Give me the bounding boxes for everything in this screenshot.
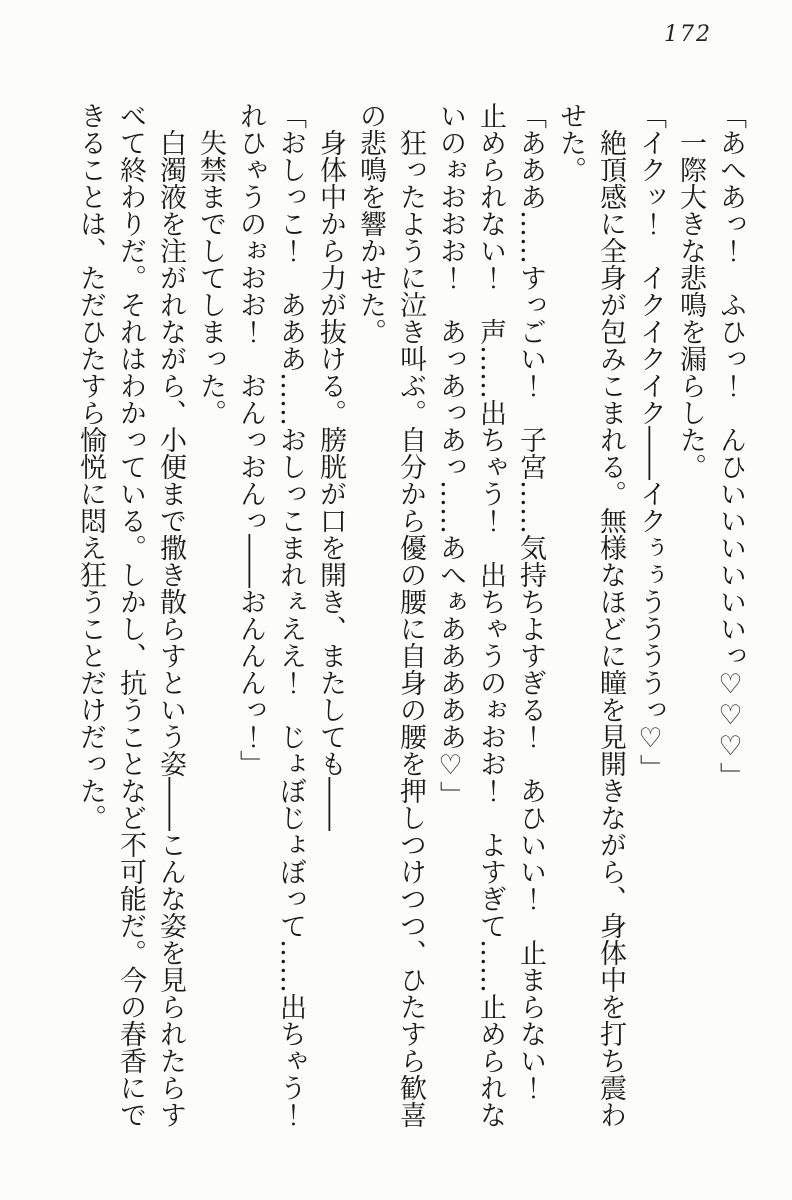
text-line: 「あへあっ！ ふひっ！ んひいいいいいいっ♡♡♡」 <box>715 102 746 789</box>
text-line: 失禁までしてしまった。 <box>195 129 226 426</box>
text-line: 「イクッ！ イクイクイク――イクぅぅううううっ♡」 <box>635 102 666 781</box>
text-line: きることは、ただひたすら愉悦に悶え狂うことだけだった。 <box>75 102 106 831</box>
text-line: 「おしっこ！ あああ……おしっこまれぇええ！ じょぼじょぼって……出ちゃう！ <box>275 102 306 1128</box>
text-line: 白濁液を注がれながら、小便まで撒き散らすという姿――こんな姿を見られたらす <box>155 129 186 1128</box>
text-line: 「あああ……すっごい！ 子宮……気持ちよすぎる！ あひいい！ 止まらない！ <box>515 102 546 1101</box>
text-line: 止められない！ 声……出ちゃう！ 出ちゃうのぉおお！ よすぎて……止められな <box>475 102 506 1128</box>
text-line: 狂ったように泣き叫ぶ。自分から優の腰に自身の腰を押しつけつつ、ひたすら歓喜 <box>395 129 426 1128</box>
text-line: 一際大きな悲鳴を漏らした。 <box>675 129 706 480</box>
text-line: 絶頂感に全身が包みこまれる。無様なほどに瞳を見開きながら、身体中を打ち震わ <box>595 129 626 1128</box>
vertical-text-block <box>70 102 750 1156</box>
text-line: べて終わりだ。それはわかっている。しかし、抗うことなど不可能だ。今の春香にで <box>115 102 146 1128</box>
page-number: 172 <box>664 22 712 47</box>
text-line: せた。 <box>555 102 586 183</box>
text-line: れひゃうのぉおお！ おんっおんっ――おんんんっ！」 <box>235 102 266 777</box>
text-line: の悲鳴を響かせた。 <box>355 102 386 345</box>
text-line: いのぉおおお！ あっあっあっ……あへぁあああああ♡」 <box>435 102 466 808</box>
text-line: 身体中から力が抜ける。膀胱が口を開き、またしても―― <box>315 129 346 831</box>
